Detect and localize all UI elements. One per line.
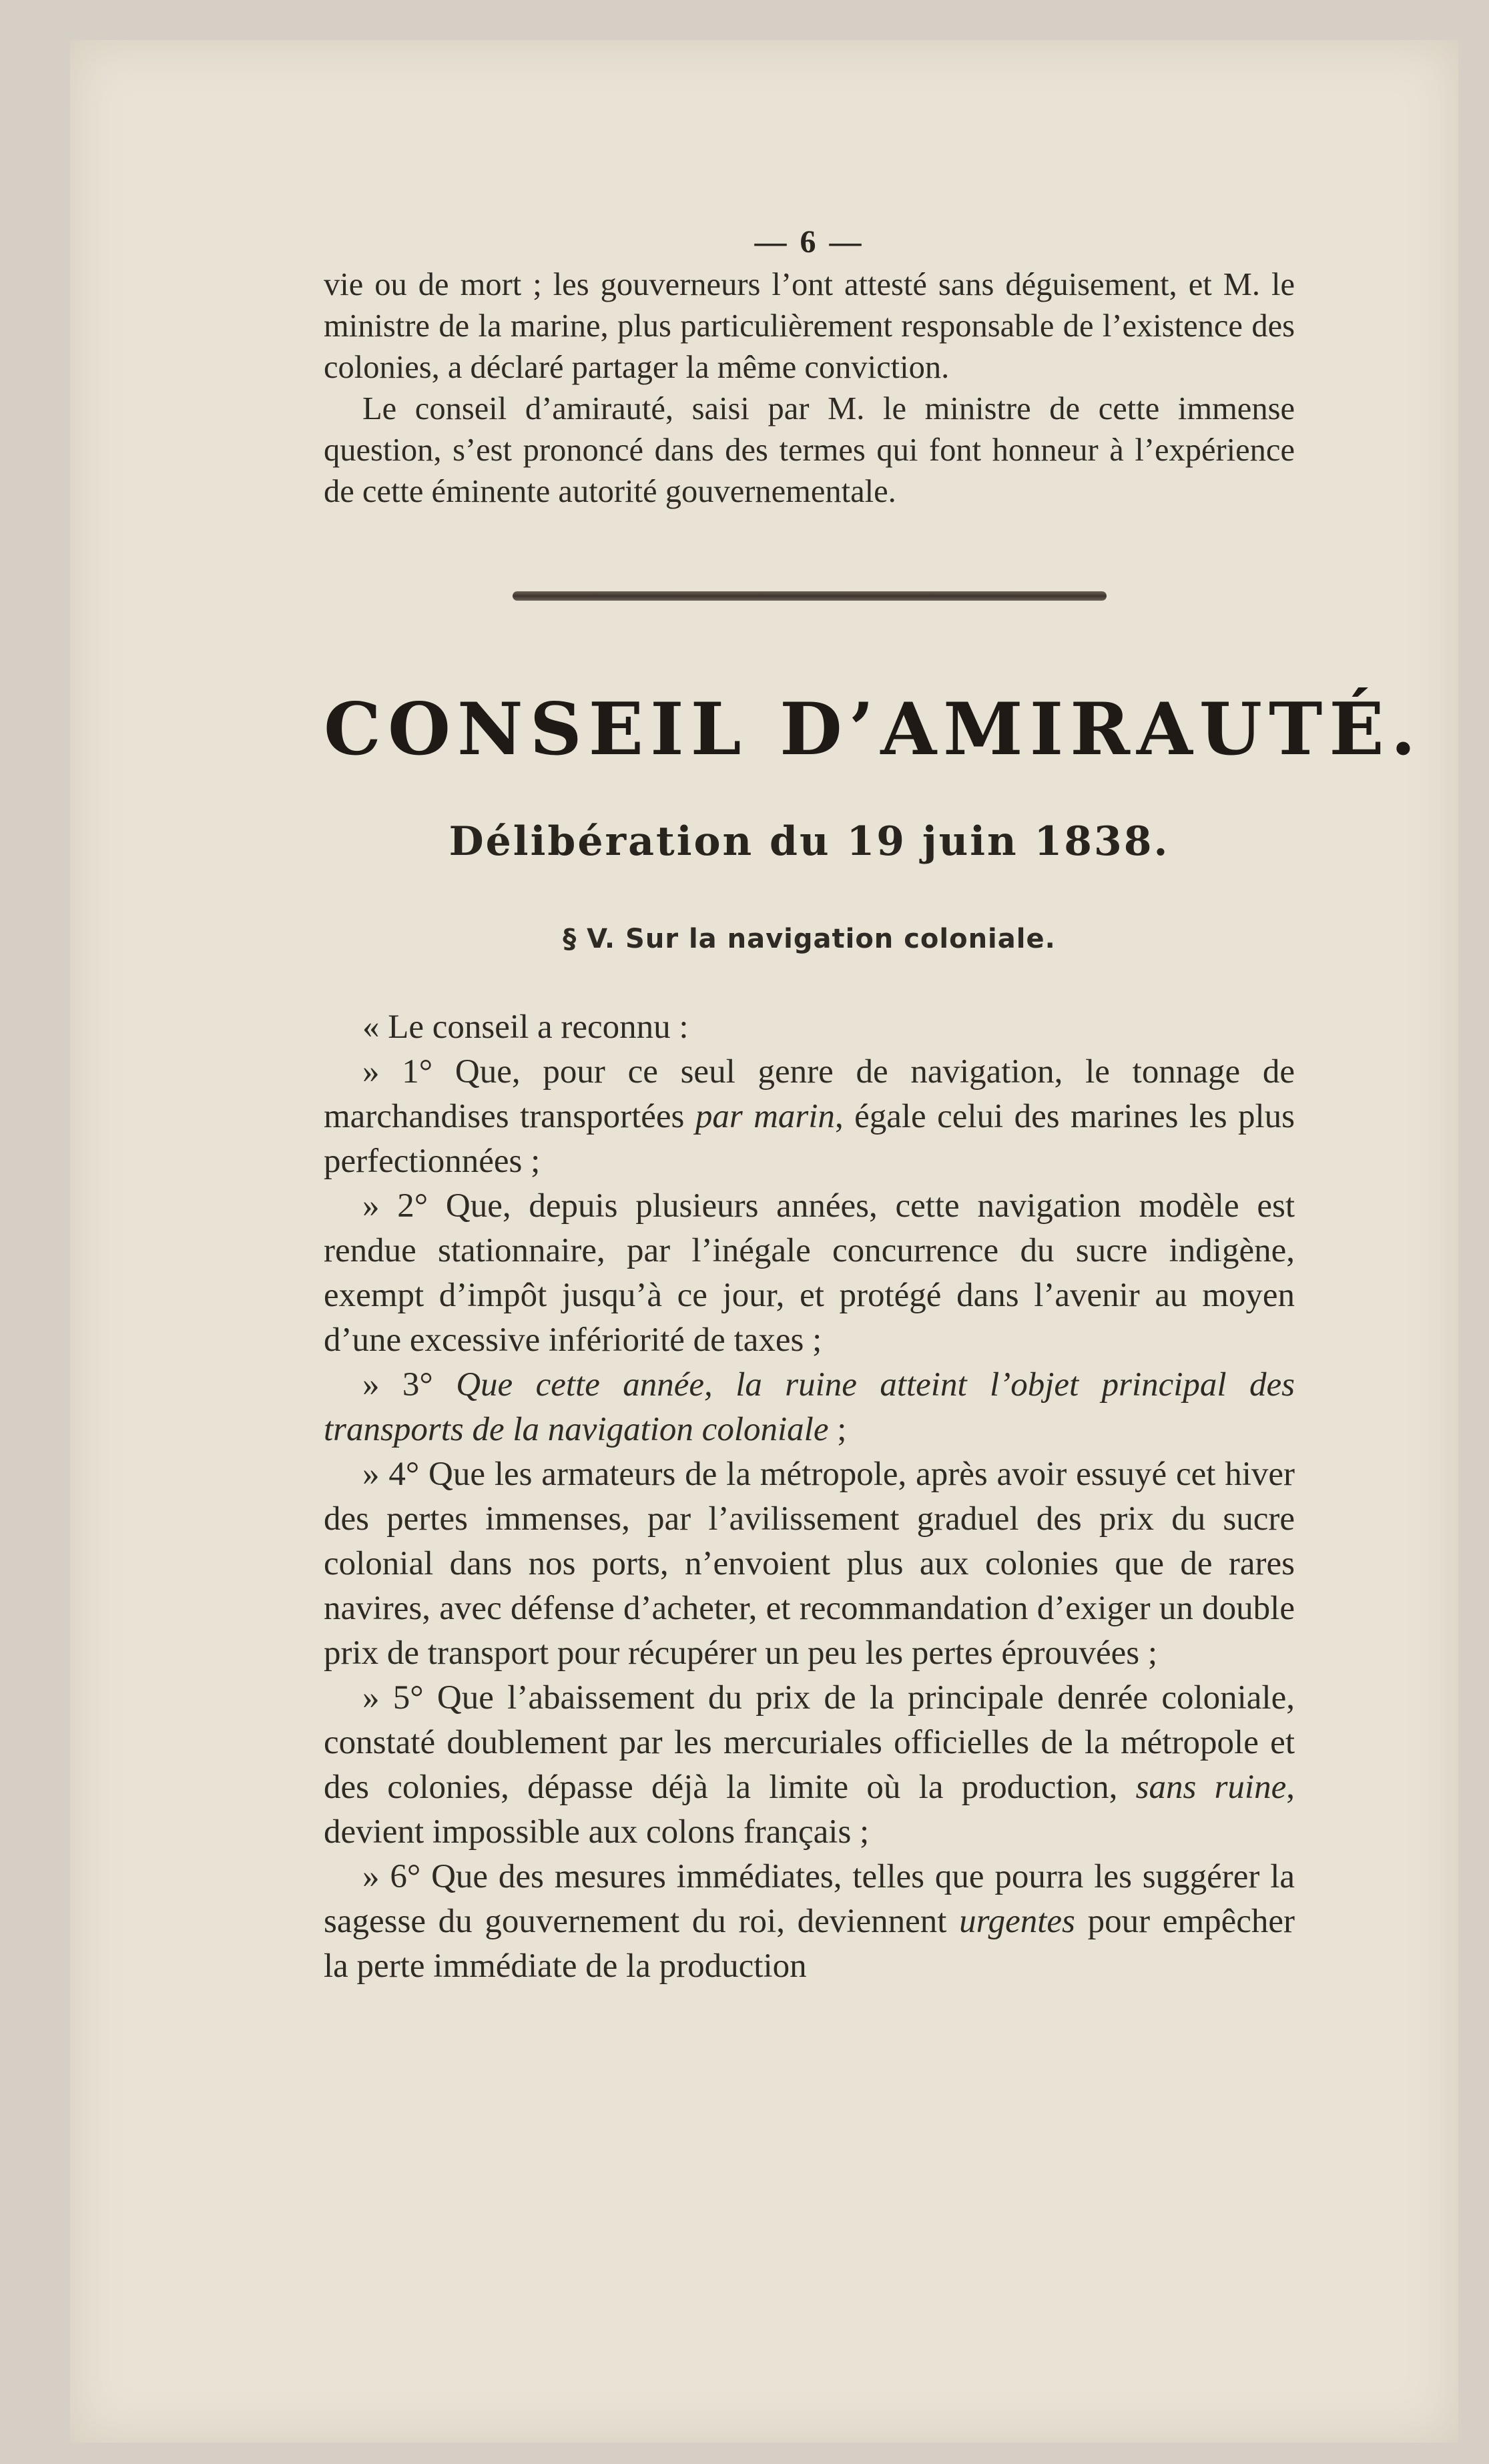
list-item-3: » 3° Que cette année, la ruine atteint l’objet principal des transports de la navigation coloniale ; bbox=[324, 1366, 1295, 1448]
intro-paragraph-2: Le conseil d’amirauté, saisi par M. le ministre de cette immense question, s’est prononcé dans des termes qui font honneur à l’expérience de cette éminente autorité gouvernementale. bbox=[324, 391, 1295, 509]
heading-title: CONSEIL D’AMIRAUTÉ. bbox=[324, 687, 1423, 772]
page-number: — 6 — bbox=[754, 224, 864, 260]
list-item-6: » 6° Que des mesures immédiates, telles que pourra les suggérer la sagesse du gouvernement du roi, deviennent urgentes pour empêcher la perte immédiate de la production bbox=[324, 1858, 1295, 1985]
list-item-2: » 2° Que, depuis plusieurs années, cette navigation modèle est rendue stationnaire, par l’inégale concurrence du sucre indigène, exempt d’impôt jusqu’à ce jour, et protégé dans l’avenir au moyen d’une excessive infériorité de taxes ; bbox=[324, 1187, 1295, 1359]
section-heading: § V. Sur la navigation coloniale. bbox=[563, 924, 1056, 954]
resolution-list bbox=[324, 1005, 1295, 1989]
list-item-opening: « Le conseil a reconnu : bbox=[362, 1008, 689, 1046]
heading-subtitle: Délibération du 19 juin 1838. bbox=[449, 818, 1170, 865]
intro-paragraph-1: vie ou de mort ; les gouverneurs l’ont attesté sans déguisement, et M. le ministre de la marine, plus particulièrement responsable de l’existence des colonies, a déclaré partager la même conviction. bbox=[324, 267, 1295, 385]
list-item-1: » 1° Que, pour ce seul genre de navigation, le tonnage de marchandises transportées par marin, égale celui des marines les plus perfectionnées ; bbox=[324, 1053, 1295, 1180]
text-column bbox=[324, 224, 1423, 1989]
page bbox=[70, 40, 1458, 2443]
list-item-4: » 4° Que les armateurs de la métropole, après avoir essuyé cet hiver des pertes immenses, par l’avilissement graduel des prix du sucre colonial dans nos ports, n’envoient plus aux colonies que de rares navires, avec défense d’acheter, et recommandation d’exiger un double prix de transport pour récupérer un peu les pertes éprouvées ; bbox=[324, 1456, 1295, 1672]
ornamental-rule bbox=[513, 591, 1107, 601]
list-item-5: » 5° Que l’abaissement du prix de la principale denrée coloniale, constaté doublement par les mercuriales officielles de la métropole et des colonies, dépasse déjà la limite où la production, sans ruine, devient impossible aux colons français ; bbox=[324, 1679, 1295, 1851]
